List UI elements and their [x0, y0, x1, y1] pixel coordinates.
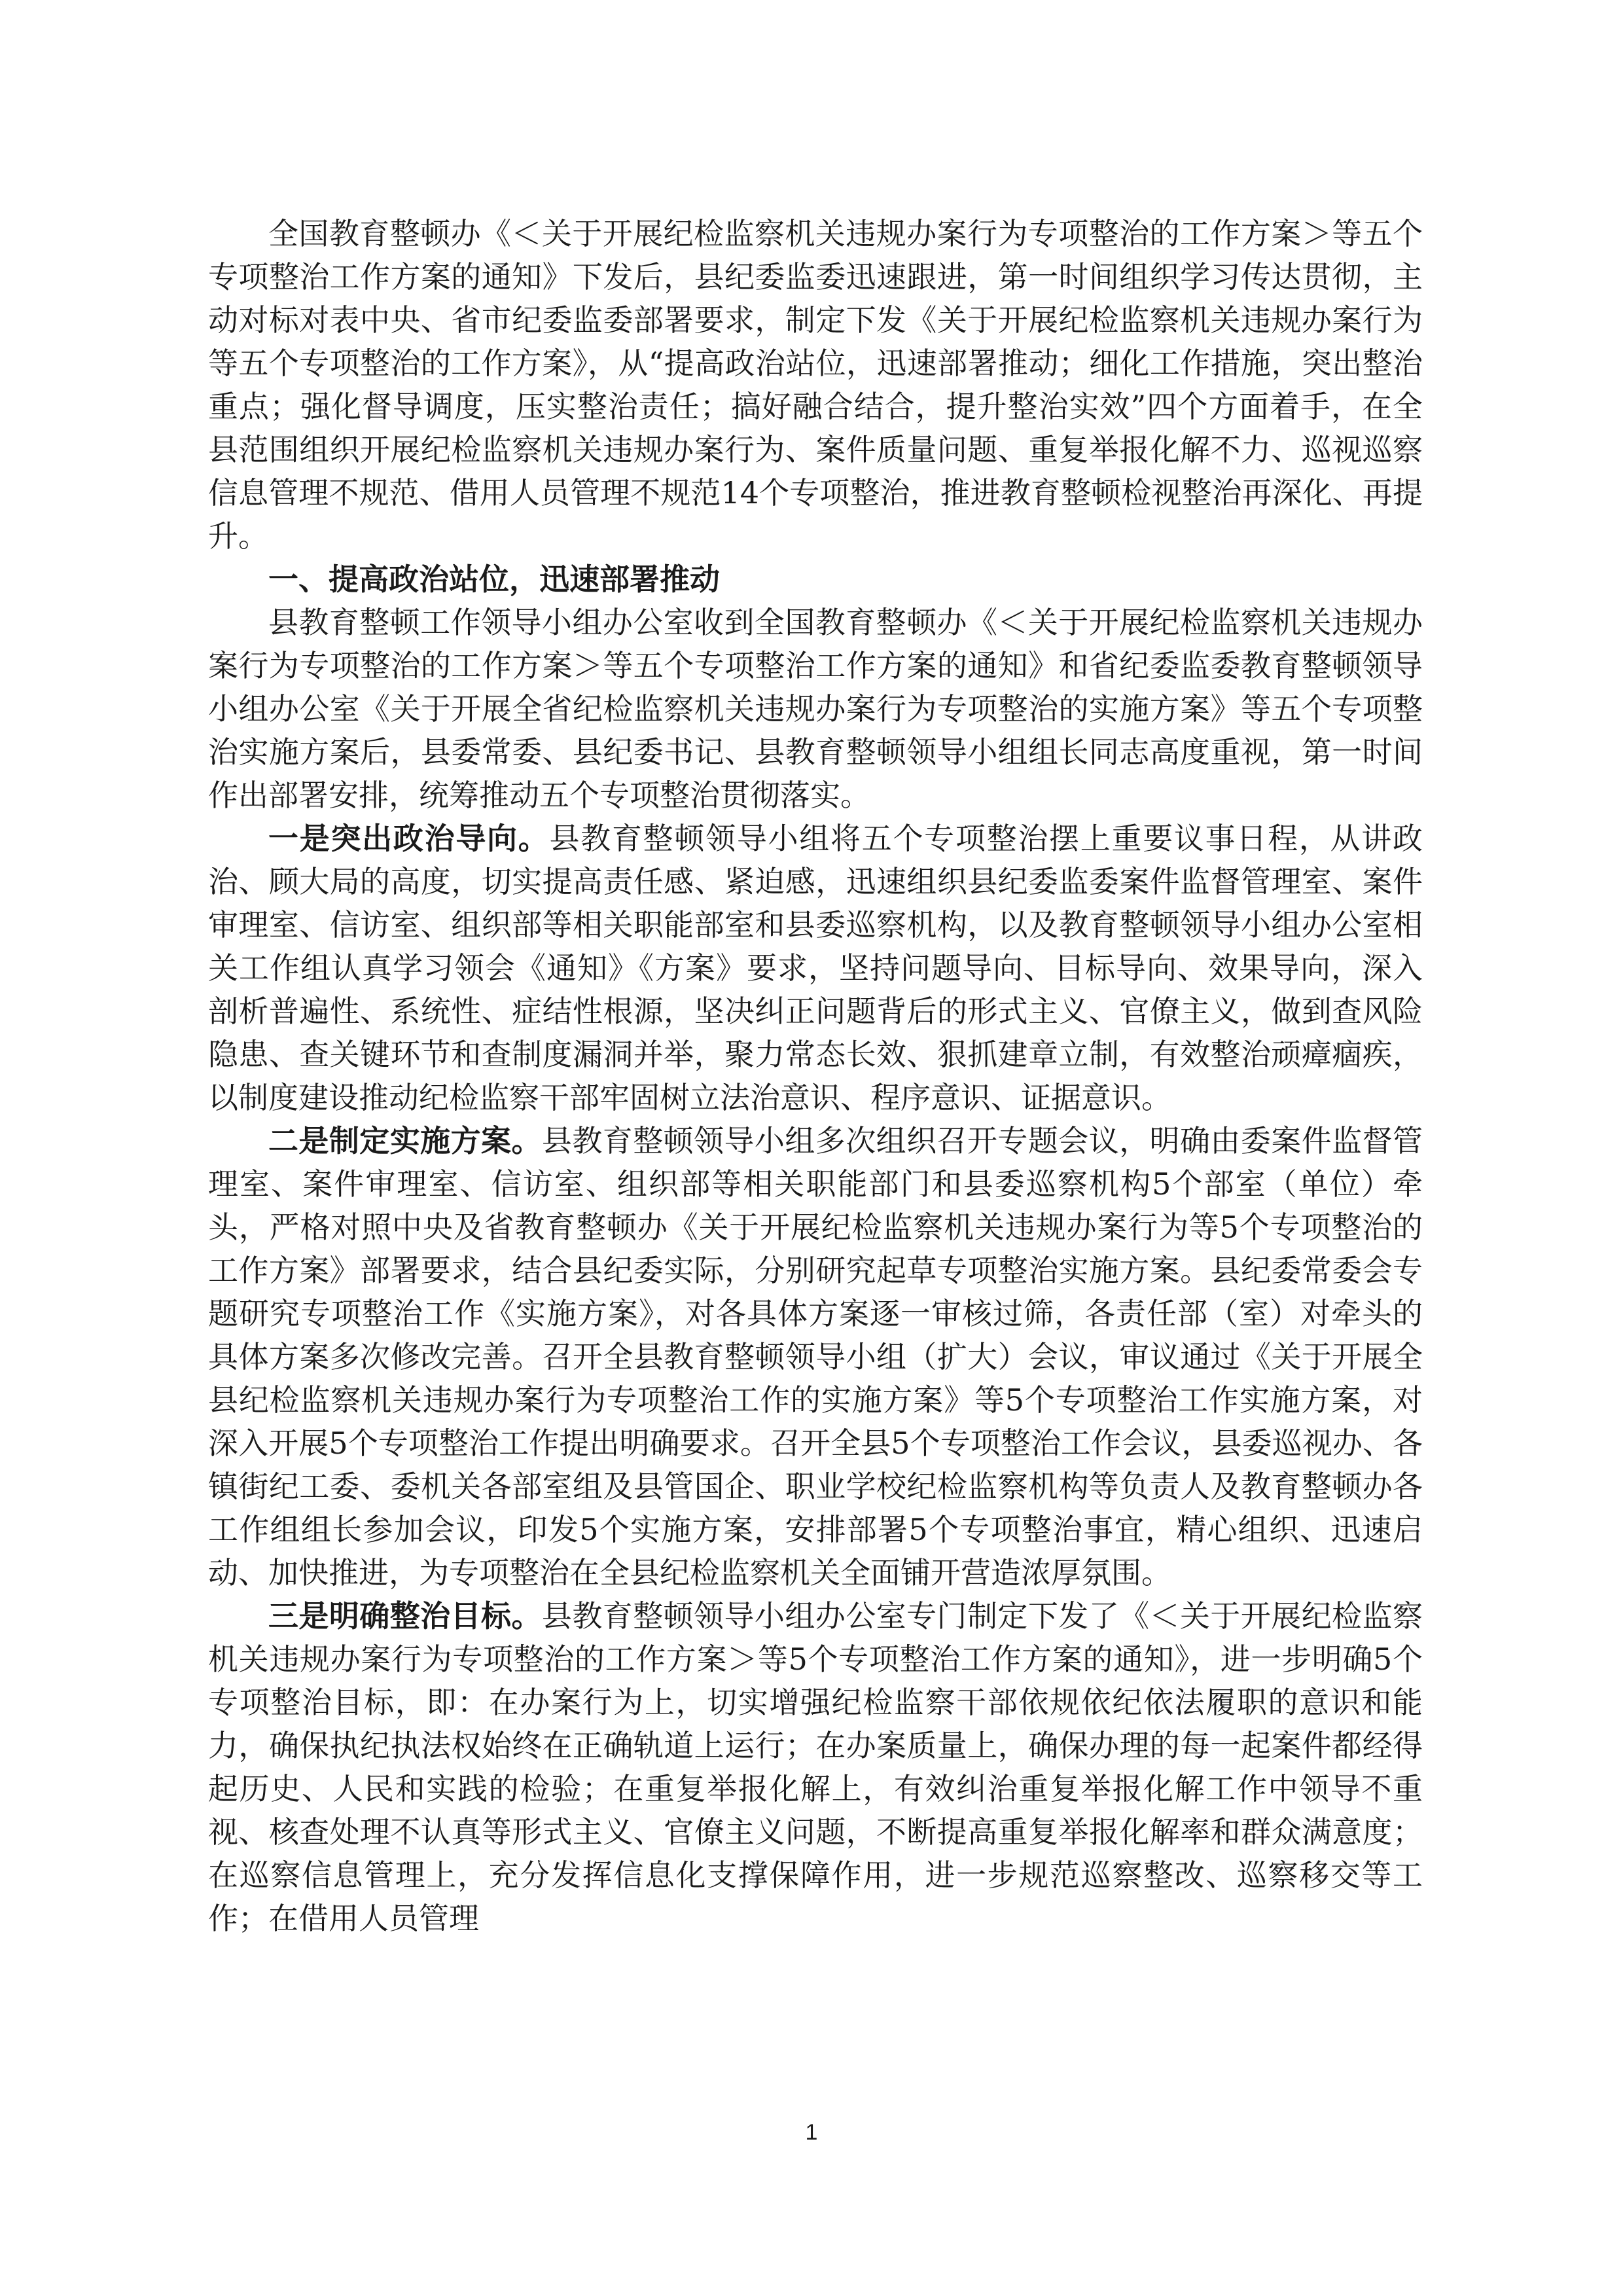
- point-1-lead: 一是突出政治导向。: [268, 821, 550, 856]
- point-1-paragraph: [208, 817, 1423, 1119]
- page-number: 1: [805, 2120, 818, 2145]
- section-1-paragraph: 县教育整顿工作领导小组办公室收到全国教育整顿办《＜关于开展纪检监察机关违规办案行为专项整治的工作方案＞等五个专项整治工作方案的通知》和省纪委监委教育整顿领导小组办公室《关于开展全省纪检监察机关违规办案行为专项整治的实施方案》等五个专项整治实施方案后，县委常委、县纪委书记、县教育整顿领导小组组长同志高度重视，第一时间作出部署安排，统筹推动五个专项整治贯彻落实。: [208, 605, 1423, 813]
- point-3-lead: 三是明确整治目标。: [268, 1598, 542, 1634]
- document-body: [208, 212, 1423, 1940]
- point-2-lead: 二是制定实施方案。: [268, 1123, 542, 1158]
- section-heading-1: 一、提高政治站位，迅速部署推动: [268, 562, 720, 597]
- intro-paragraph: 全国教育整顿办《＜关于开展纪检监察机关违规办案行为专项整治的工作方案＞等五个专项整治工作方案的通知》下发后，县纪委监委迅速跟进，第一时间组织学习传达贯彻，主动对标对表中央、省市纪委监委部署要求，制定下发《关于开展纪检监察机关违规办案行为等五个专项整治的工作方案》，从“提高政治站位，迅速部署推动；细化工作措施，突出整治重点；强化督导调度，压实整治责任；搞好融合结合，提升整治实效”四个方面着手，在全县范围组织开展纪检监察机关违规办案行为、案件质量问题、重复举报化解不力、巡视巡察信息管理不规范、借用人员管理不规范14个专项整治，推进教育整顿检视整治再深化、再提升。: [208, 216, 1423, 554]
- point-2-text: 县教育整顿领导小组多次组织召开专题会议，明确由委案件监督管理室、案件审理室、信访室、组织部等相关职能部门和县委巡察机构5个部室（单位）牵头，严格对照中央及省教育整顿办《关于开展纪检监察机关违规办案行为等5个专项整治的工作方案》部署要求，结合县纪委实际，分别研究起草专项整治实施方案。县纪委常委会专题研究专项整治工作《实施方案》，对各具体方案逐一审核过筛，各责任部（室）对牵头的具体方案多次修改完善。召开全县教育整顿领导小组（扩大）会议，审议通过《关于开展全县纪检监察机关违规办案行为专项整治工作的实施方案》等5个专项整治工作实施方案，对深入开展5个专项整治工作提出明确要求。召开全县5个专项整治工作会议，县委巡视办、各镇街纪工委、委机关各部室组及县管国企、职业学校纪检监察机构等负责人及教育整顿办各工作组组长参加会议，印发5个实施方案，安排部署5个专项整治事宜，精心组织、迅速启动、加快推进，为专项整治在全县纪检监察机关全面铺开营造浓厚氛围。: [208, 1123, 1423, 1590]
- point-1-text: 县教育整顿领导小组将五个专项整治摆上重要议事日程，从讲政治、顾大局的高度，切实提高责任感、紧迫感，迅速组织县纪委监委案件监督管理室、案件审理室、信访室、组织部等相关职能部室和县委巡察机构，以及教育整顿领导小组办公室相关工作组认真学习领会《通知》《方案》要求，坚持问题导向、目标导向、效果导向，深入剖析普遍性、系统性、症结性根源，坚决纠正问题背后的形式主义、官僚主义，做到查风险隐患、查关键环节和查制度漏洞并举，聚力常态长效、狠抓建章立制，有效整治顽瘴痼疾，以制度建设推动纪检监察干部牢固树立法治意识、程序意识、证据意识。: [208, 821, 1423, 1115]
- point-3-text: 县教育整顿领导小组办公室专门制定下发了《＜关于开展纪检监察机关违规办案行为专项整治的工作方案＞等5个专项整治工作方案的通知》，进一步明确5个专项整治目标，即：在办案行为上，切实增强纪检监察干部依规依纪依法履职的意识和能力，确保执纪执法权始终在正确轨道上运行；在办案质量上，确保办理的每一起案件都经得起历史、人民和实践的检验；在重复举报化解上，有效纠治重复举报化解工作中领导不重视、核查处理不认真等形式主义、官僚主义问题，不断提高重复举报化解率和群众满意度；在巡察信息管理上，充分发挥信息化支撑保障作用，进一步规范巡察整改、巡察移交等工作；在借用人员管理: [208, 1598, 1423, 1936]
- point-2-paragraph: [208, 1119, 1423, 1594]
- point-3-paragraph: [208, 1594, 1423, 1940]
